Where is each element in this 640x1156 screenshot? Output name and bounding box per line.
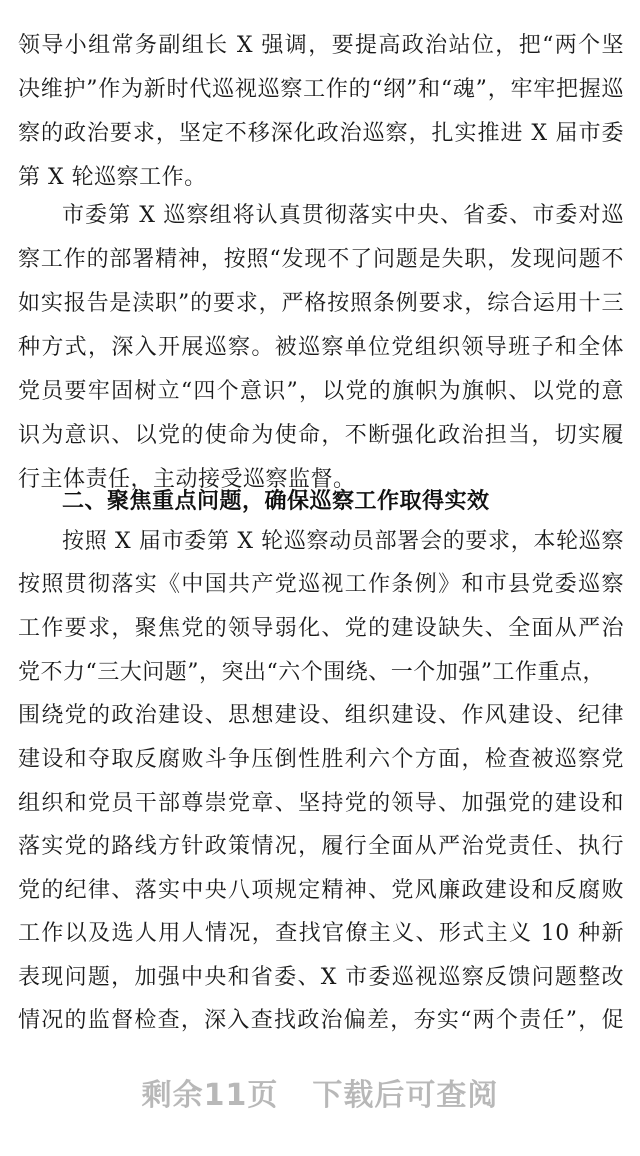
remaining-pages-label: 剩余11页 [141,1078,279,1113]
paragraph-line: 领导小组常务副组长 X 强调，要提高政治站位，把“两个坚 [18,33,624,58]
paragraph-line: 党不力“三大问题”，突出“六个围绕、一个加强”工作重点， [18,660,605,685]
paragraph-line: 落实党的路线方针政策情况，履行全面从严治党责任、执行 [18,834,624,859]
paragraph-line: 围绕党的政治建设、思想建设、组织建设、作风建设、纪律 [18,703,624,728]
paragraph-line: 工作要求，聚焦党的领导弱化、党的建设缺失、全面从严治 [18,616,624,641]
paragraph-line: 按照 X 届市委第 X 轮巡察动员部署会的要求，本轮巡察 [62,529,624,554]
paragraph-line: 第 X 轮巡察工作。 [18,165,207,190]
paragraph-line: 察工作的部署精神，按照“发现不了问题是失职，发现问题不 [18,247,624,272]
paragraph-line: 情况的监督检查，深入查找政治偏差，夯实“两个责任”，促 [18,1008,624,1033]
download-hint-label: 下载后可查阅 [312,1078,499,1113]
paragraph-line: 行主体责任，主动接受巡察监督。 [18,467,356,492]
paragraph-line: 表现问题，加强中央和省委、X 市委巡视巡察反馈问题整改 [18,965,624,990]
paragraph-line: 识为意识、以党的使命为使命，不断强化政治担当，切实履 [18,423,624,448]
paragraph-line: 建设和夺取反腐败斗争压倒性胜利六个方面，检查被巡察党 [18,747,624,772]
remaining-pages-banner[interactable] [0,1071,640,1121]
paragraph-line: 如实报告是渎职”的要求，严格按照条例要求，综合运用十三 [18,291,624,316]
paragraph-line: 工作以及选人用人情况，查找官僚主义、形式主义 10 种新 [18,921,624,946]
paragraph-line: 市委第 X 巡察组将认真贯彻落实中央、省委、市委对巡 [62,203,624,228]
paragraph-line: 按照贯彻落实《中国共产党巡视工作条例》和市县党委巡察 [18,572,624,597]
paragraph-line: 党的纪律、落实中央八项规定精神、党风廉政建设和反腐败 [18,878,624,903]
paragraph-line: 决维护”作为新时代巡视巡察工作的“纲”和“魂”，牢牢把握巡 [18,77,624,102]
paragraph-line: 种方式，深入开展巡察。被巡察单位党组织领导班子和全体 [18,335,624,360]
section-heading: 二、聚焦重点问题，确保巡察工作取得实效 [62,489,490,514]
paragraph-line: 察的政治要求，坚定不移深化政治巡察，扎实推进 X 届市委 [18,121,624,146]
paragraph-line: 党员要牢固树立“四个意识”，以党的旗帜为旗帜、以党的意 [18,379,624,404]
paragraph-line: 组织和党员干部尊崇党章、坚持党的领导、加强党的建设和 [18,791,624,816]
